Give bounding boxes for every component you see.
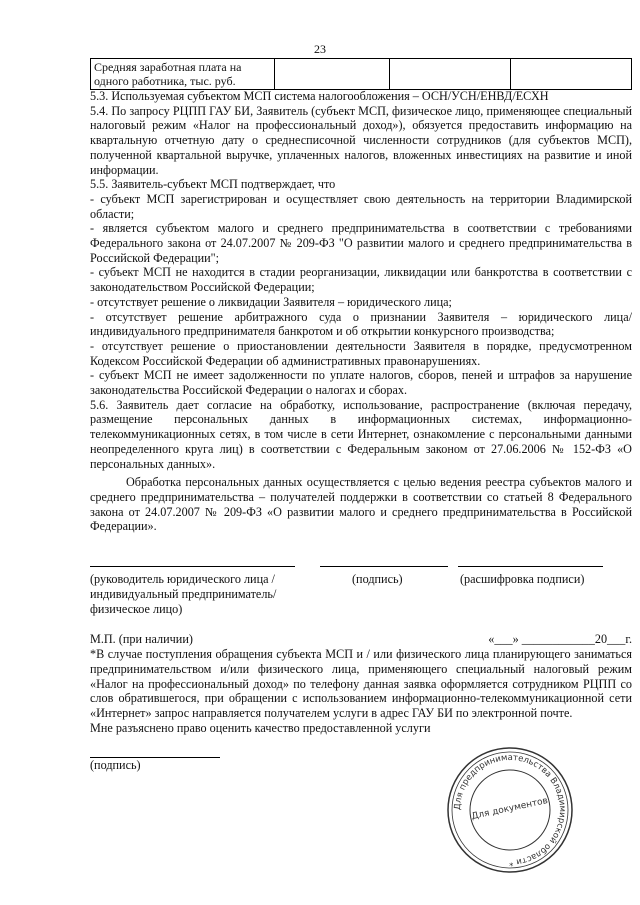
page-number: 23 <box>314 42 326 56</box>
bullet-item: - отсутствует решение о ликвидации Заявителя – юридического лица; <box>90 294 452 309</box>
paragraph-5-3: 5.3. Используемая субъектом МСП система налогообложения – ОСН/УСН/ЕНВД/ЕСХН <box>90 89 549 103</box>
signature-labels <box>90 572 632 632</box>
decode-line[interactable] <box>458 566 603 567</box>
sign-label: (подпись) <box>352 572 403 587</box>
signature-lines <box>90 556 632 572</box>
table-row <box>91 59 632 90</box>
paragraph-5-6: 5.6. Заявитель дает согласие на обработку, использование, распространение (включая передачу, размещение персональных данных в информационных системах, информационно-телекоммуникационных сетях, в том числе в сети Интернет, ознакомление с персональными данными неопределенного круга лиц) в соответствии с Федеральным законом от 27.06.2006 № 152-ФЗ «О персональных данных». <box>90 397 632 471</box>
bullet-item: - субъект МСП не имеет задолженности по уплате налогов, сборов, пеней и штрафов за нарушение законодательства Российской Федерации о налогах и сборах. <box>90 368 632 398</box>
decode-label: (расшифровка подписи) <box>460 572 585 587</box>
head-signature-line[interactable] <box>90 566 295 567</box>
bullet-item: - отсутствует решение арбитражного суда о признании Заявителя – юридического лица/индивидуального предпринимателя банкротом и об открытии конкурсного производства; <box>90 309 632 339</box>
stamp-date-row <box>90 632 632 647</box>
rating-text: Мне разъяснено право оценить качество предоставленной услуги <box>90 720 431 735</box>
table-cell-empty <box>510 59 631 90</box>
stamp-inner-text: Для документов <box>470 796 549 823</box>
sign-line[interactable] <box>320 566 448 567</box>
footnote: *В случае поступления обращения субъекта МСП и / или физического лица планирующего заниматься предпринимательством и/или физического лица, применяющего специальный налоговый режим «Налог на профессиональный доход» по телефону данная заявка оформляется сотрудником РЦПП со слов обратившегося, при обращении с использованием информационно-телекоммуникационной сети «Интернет» запрос направляется получателем услуги в адрес ГАУ БИ по электронной почте. <box>90 647 632 720</box>
table-cell-label: Средняя заработная плата на одного работника, тыс. руб. <box>91 59 275 90</box>
paragraph-5-4: 5.4. По запросу РЦПП ГАУ БИ, Заявитель (субъект МСП, физическое лицо, применяющее специальный налоговый режим «Налог на профессиональный доход»), обязуется предоставить информацию на квартальную отчетную дату о среднесписочной численности сотрудников (для субъектов МСП), полученной квартальной выручке, уплаченных налогов, вложенных инвестициях на развитие и иной информации. <box>90 103 632 177</box>
stamp-outer-text: Для предпринимательства Владимирской области * <box>452 752 568 868</box>
rating-sign-label: (подпись) <box>90 758 141 773</box>
data-table <box>90 58 632 90</box>
bullet-item: - является субъектом малого и среднего предпринимательства в соответствии с требованиями Федерального закона от 24.07.2007 № 209-ФЗ "О развитии малого и среднего предпринимательства в Российской Федерации"; <box>90 221 632 265</box>
bullet-item: - субъект МСП не находится в стадии реорганизации, ликвидации или банкротства в соответствии с законодательством Российской Федерации; <box>90 265 632 295</box>
date-field[interactable]: «___» ____________20___г. <box>488 632 632 647</box>
head-label: (руководитель юридического лица /индивидуальный предприниматель/ физическое лицо) <box>90 572 277 616</box>
table-cell-empty <box>389 59 510 90</box>
stamp-icon <box>445 745 575 875</box>
mp-label: М.П. (при наличии) <box>90 632 193 647</box>
document-body <box>90 89 632 773</box>
bullet-item: - субъект МСП зарегистрирован и осуществляет свою деятельность на территории Владимирской области; <box>90 191 632 221</box>
paragraph-5-5: 5.5. Заявитель-субъект МСП подтверждает, что <box>90 177 336 192</box>
table-cell-empty <box>274 59 389 90</box>
bullet-item: - отсутствует решение о приостановлении деятельности Заявителя в порядке, предусмотренном Кодексом Российской Федерации об административных правонарушениях. <box>90 338 632 368</box>
processing-paragraph: Обработка персональных данных осуществляется с целью ведения реестра субъектов малого и среднего предпринимательства – получателей поддержки в соответствии со статьей 8 Федерального закона от 24.07.2007 № 209-ФЗ «О развитии малого и среднего предпринимательства в Российской Федерации». <box>90 475 632 534</box>
